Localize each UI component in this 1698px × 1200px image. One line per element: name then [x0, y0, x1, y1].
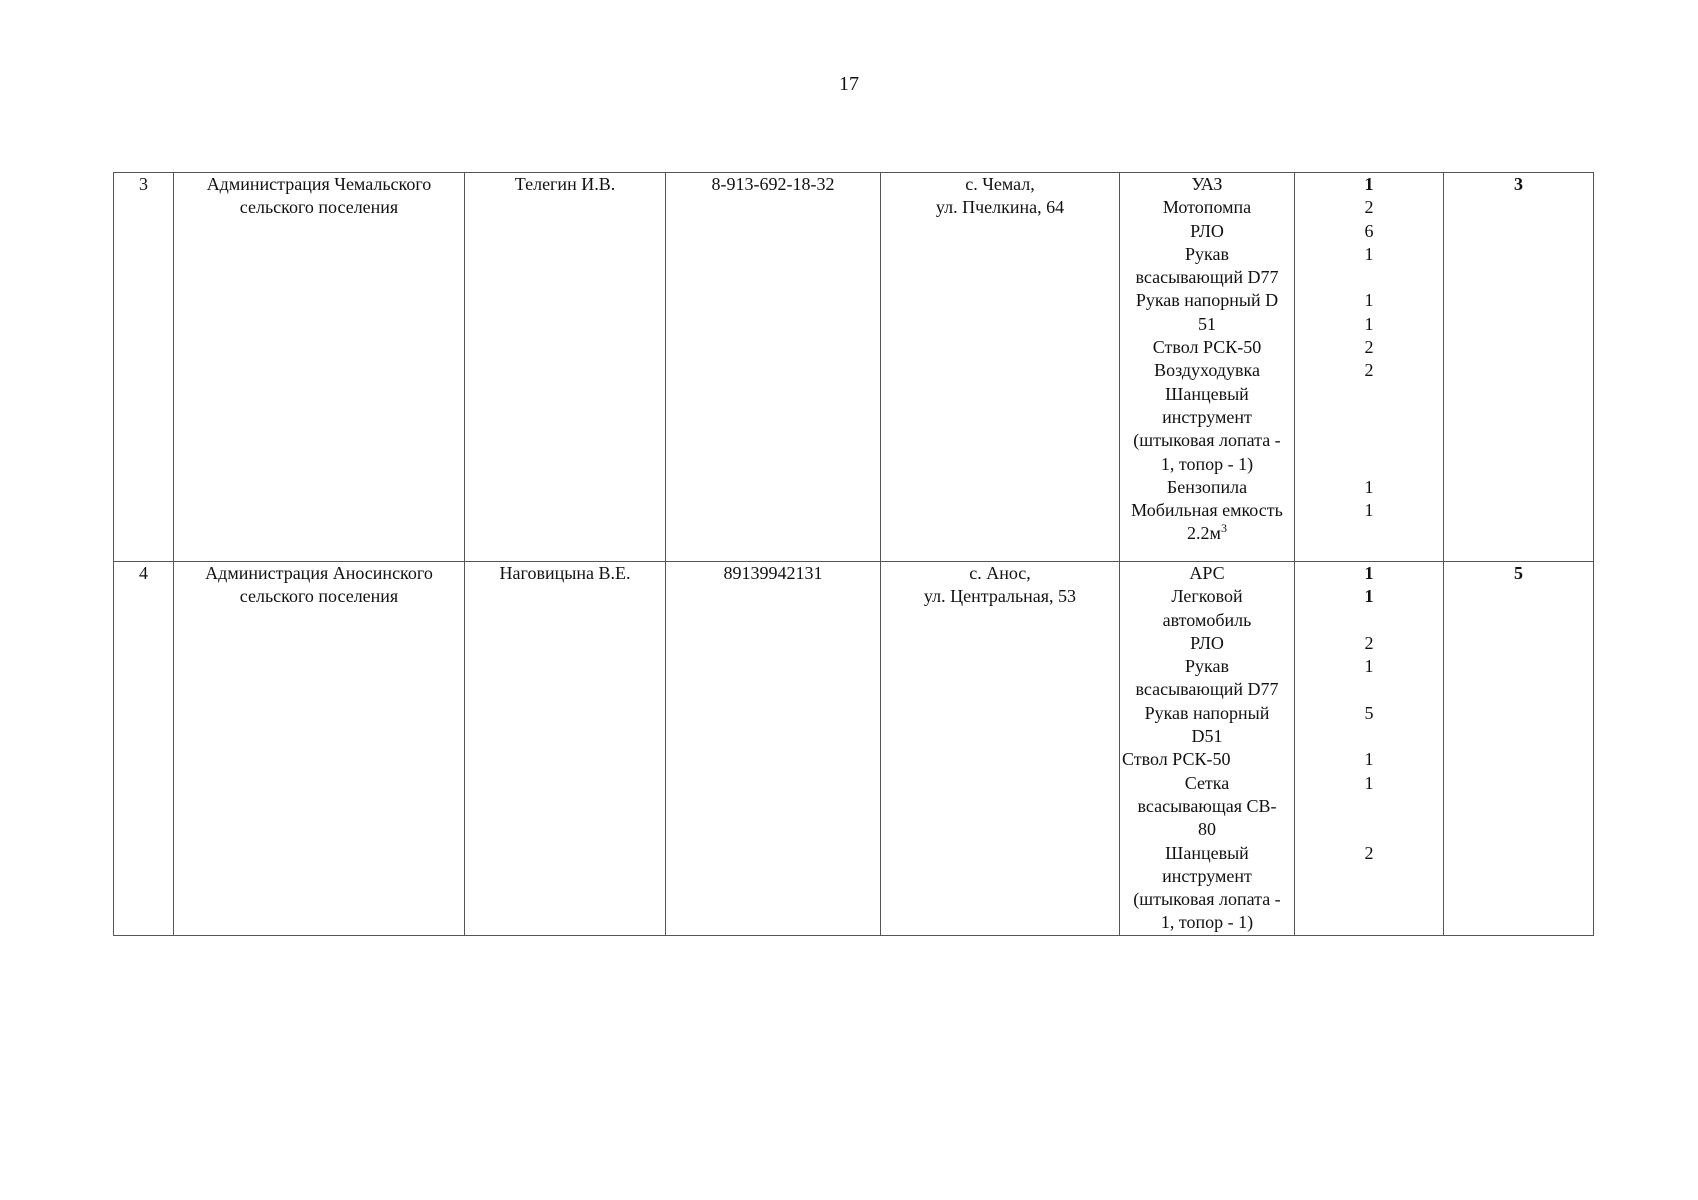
equipment-line: автомобиль: [1162, 609, 1252, 630]
equipment-line: (штыковая лопата -: [1133, 889, 1281, 910]
quantity-line: [1297, 429, 1441, 452]
address-line: ул. Пчелкина, 64: [935, 197, 1065, 218]
equipment-line: D51: [1191, 726, 1223, 747]
quantity-line: 1: [1364, 290, 1374, 311]
quantity-line: [1297, 725, 1441, 748]
equipment-line: Рукав напорный D: [1135, 290, 1279, 311]
equipment-volume-line: [1122, 522, 1292, 545]
row-number: 4: [139, 563, 148, 583]
quantity-line: 1: [1364, 563, 1374, 583]
phone-cell: [666, 562, 881, 936]
equipment-line: Легковой: [1171, 586, 1243, 607]
quantity-line: 1: [1364, 476, 1374, 497]
address-cell: [881, 173, 1120, 562]
equipment-line: Мобильная емкость: [1131, 500, 1283, 521]
row-number: 3: [139, 174, 148, 194]
organization-line: сельского поселения: [239, 586, 399, 607]
equipment-line: инструмент: [1162, 406, 1252, 427]
equipment-line: Шанцевый: [1165, 383, 1249, 404]
equipment-line: инструмент: [1162, 865, 1252, 886]
quantity-line: 1: [1364, 772, 1374, 793]
equipment-line: РЛО: [1190, 220, 1224, 241]
equipment-line: 1, топор - 1): [1160, 912, 1254, 933]
quantity-line: 1: [1364, 749, 1374, 770]
quantity-line: [1297, 266, 1441, 289]
total-cell: [1444, 562, 1594, 936]
table-row: [114, 562, 1594, 936]
equipment-line: Мотопомпа: [1162, 197, 1252, 218]
total-value: 5: [1514, 563, 1523, 583]
equipment-line: Ствол РСК-50: [1152, 337, 1262, 358]
quantity-line: 1: [1364, 174, 1374, 194]
row-number-cell: [114, 173, 174, 562]
table-row: [114, 173, 1594, 562]
quantity-line: 1: [1364, 313, 1374, 334]
equipment-line: 1, топор - 1): [1160, 453, 1254, 474]
quantity-line: 1: [1364, 656, 1374, 677]
equipment-line: всасывающий D77: [1135, 267, 1279, 288]
equipment-line: 51: [1198, 313, 1216, 334]
equipment-cell: [1120, 173, 1295, 562]
equipment-line: АРС: [1189, 563, 1225, 583]
quantity-cell: [1295, 562, 1444, 936]
total-value: 3: [1514, 174, 1523, 194]
equipment-line: Ствол РСК-50: [1122, 749, 1231, 770]
quantity-line: [1297, 795, 1441, 818]
quantity-line: 2: [1364, 842, 1374, 863]
responsible-person: Телегин И.В.: [514, 174, 616, 194]
quantity-line: [1297, 406, 1441, 429]
quantity-line: 2: [1364, 360, 1374, 381]
equipment-line: всасывающая СВ-: [1137, 795, 1277, 816]
address-line: с. Анос,: [969, 563, 1031, 583]
address-line: с. Чемал,: [965, 174, 1035, 194]
equipment-line: Бензопила: [1166, 476, 1248, 497]
total-cell: [1444, 173, 1594, 562]
quantity-line: 1: [1364, 500, 1374, 521]
superscript: 3: [1220, 521, 1227, 536]
quantity-line: [1297, 609, 1441, 632]
equipment-table: [113, 172, 1594, 936]
equipment-line: Воздуходувка: [1154, 360, 1260, 381]
equipment-line: Шанцевый: [1165, 842, 1249, 863]
organization-line: Администрация Аносинского: [205, 563, 433, 583]
equipment-line: Рукав: [1185, 243, 1229, 264]
phone-number: 89139942131: [723, 563, 823, 583]
organization-cell: [174, 173, 465, 562]
equipment-line: Рукав напорный: [1144, 702, 1270, 723]
address-line: ул. Центральная, 53: [923, 586, 1077, 607]
page-number: 17: [839, 73, 859, 95]
quantity-line: [1297, 818, 1441, 841]
quantity-line: 2: [1364, 337, 1374, 358]
equipment-volume: 2.2м: [1187, 523, 1221, 544]
equipment-line: Рукав: [1185, 656, 1229, 677]
equipment-line: РЛО: [1190, 632, 1224, 653]
quantity-line: [1297, 383, 1441, 406]
equipment-line: УАЗ: [1191, 174, 1223, 194]
quantity-line: 5: [1364, 702, 1374, 723]
quantity-cell: [1295, 173, 1444, 562]
person-cell: [465, 562, 666, 936]
address-cell: [881, 562, 1120, 936]
equipment-line: Сетка: [1184, 772, 1230, 793]
quantity-line: 1: [1364, 243, 1374, 264]
organization-cell: [174, 562, 465, 936]
equipment-line: 80: [1198, 819, 1216, 840]
quantity-line: [1297, 453, 1441, 476]
phone-number: 8-913-692-18-32: [711, 174, 835, 194]
quantity-line: 6: [1364, 220, 1374, 241]
equipment-line: (штыковая лопата -: [1133, 430, 1281, 451]
responsible-person: Наговицына В.Е.: [499, 563, 631, 583]
quantity-line: 2: [1364, 632, 1374, 653]
quantity-line: 1: [1364, 586, 1374, 607]
equipment-line: всасывающий D77: [1135, 679, 1279, 700]
organization-line: сельского поселения: [239, 197, 399, 218]
quantity-line: [1297, 678, 1441, 701]
person-cell: [465, 173, 666, 562]
quantity-line: 2: [1364, 197, 1374, 218]
organization-line: Администрация Чемальского: [206, 174, 432, 194]
equipment-cell: [1120, 562, 1295, 936]
phone-cell: [666, 173, 881, 562]
row-number-cell: [114, 562, 174, 936]
